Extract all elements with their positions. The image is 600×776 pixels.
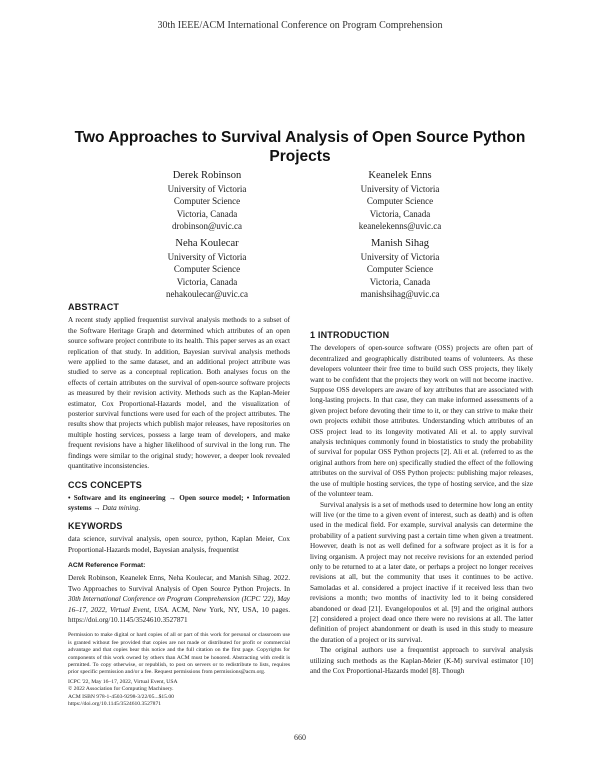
right-column: [310, 304, 533, 676]
reference-format-text: [68, 573, 290, 625]
author-name: Derek Robinson: [172, 170, 242, 181]
author-email[interactable]: nehakoulecar@uvic.ca: [166, 289, 248, 300]
author-affiliation: University of Victoria: [360, 251, 440, 262]
abstract-heading: ABSTRACT: [68, 302, 120, 312]
author-name: Manish Sihag: [370, 238, 430, 249]
reference-authors: Derek Robinson, Keanelek Enns, Neha Koulecar, and Manish Sihag. 2022. Two Approaches to Survival Analysis of Open Source Python Projects. In: [68, 574, 290, 593]
isbn-line: ACM ISBN 978-1-4503-9298-3/22/05...$15.00: [68, 693, 174, 700]
reference-tail: ACM, New York, NY, USA, 10 pages. https://doi.org/10.1145/3524610.3527871: [68, 605, 290, 624]
reference-format-spill: [310, 304, 533, 330]
author-block: [97, 170, 317, 233]
author-department: Computer Science: [366, 196, 434, 207]
author-name: Keanelek Enns: [368, 170, 432, 181]
conference-header: 30th IEEE/ACM International Conference on Program Comprehension: [157, 20, 443, 31]
author-name: Neha Koulecar: [175, 238, 239, 249]
author-location: Victoria, Canada: [176, 276, 238, 287]
keywords-heading: KEYWORDS: [68, 520, 123, 531]
author-block: [97, 238, 317, 301]
author-email[interactable]: keanelekenns@uvic.ca: [358, 221, 442, 232]
ccs-secondary: • Information systems →: [68, 493, 290, 513]
author-block: [290, 238, 510, 301]
author-location: Victoria, Canada: [369, 208, 431, 219]
author-location: Victoria, Canada: [369, 276, 431, 287]
ccs-leaf: Data mining.: [102, 504, 141, 513]
intro-paragraph: Survival analysis is a set of methods used to determine how long an entity will live (or the time to a given event of interest, such as death) and is often used in the medical field. For example, survival analysis can determine the probability of a patient surviving past a certain time when given a treatment. However, death is not as well defined for a software project as it is for a living organism. A project may not receive revisions for an extended period only to be returned to at a later date, or perhaps a project no longer receives revisions at all, but the community that uses it continues to be active. Samoladas et al. considered a project inactive if it received less than two revisions a month; two months of inactivity led to it being considered abandoned or dead [21]. Evangelopoulos et al. [9] and the original authors [2] considered a project dead once there were no revisions at all. The latter definition of project abandonment or death is used in this study to measure the duration of a project or its survival.: [310, 500, 533, 644]
page-number: 660: [294, 733, 306, 742]
introduction-heading: 1 INTRODUCTION: [310, 330, 390, 340]
author-department: Computer Science: [173, 264, 241, 275]
intro-paragraph: The original authors use a frequentist approach to survival analysis utilizing such methods as the Kaplan-Meier (K-M) survival estimator [10] and the Cox Proportional-Hazards model [8]. Though: [310, 646, 533, 675]
abstract-text: A recent study applied frequentist survival analysis methods to a subset of the Software Heritage Graph and determined which attributes of an open source software project contribute to its health. This paper serves as an exact replication of that study. In addition, Bayesian survival analysis methods were applied to the same dataset, and an additional project attribute was studied to serve as a conceptual replication. Both analyses focus on the effects of certain attributes on the survival of open-source software projects as measured by their revision activity. Methods such as the Kaplan-Meier estimator, Cox Proportional-Hazards model, and the visualization of posterior survival functions were used for each of the project attributes. The results show that projects which publish major releases, have repositories on multiple hosting services, possess a large team of developers, and make frequent revisions have a higher likelihood of survival in the long run. The findings were similar to the original study; however, a deeper look revealed quantitative inconsistencies.: [68, 316, 290, 471]
ccs-concepts: [68, 493, 290, 514]
doi-link[interactable]: https://doi.org/10.1145/3524610.3527871: [68, 701, 162, 708]
reference-format-heading: ACM Reference Format:: [68, 561, 146, 569]
reference-venue: 30th International Conference on Program Comprehension (ICPC '22), May 16–17, 2022, Virtual Event, USA.: [68, 595, 290, 614]
author-department: Computer Science: [173, 196, 241, 207]
author-block: [290, 170, 510, 233]
publication-venue: ICPC '22, May 16–17, 2022, Virtual Event, USA: [68, 678, 178, 685]
author-affiliation: University of Victoria: [167, 183, 247, 194]
intro-paragraph: The developers of open-source software (OSS) projects are often part of decentralized and geographically distributed teams of volunteers. As these developers volunteer their free time to build such OSS projects, they likely want to be confident that the projects they work on will not become inactive. Suppose OSS developers are aware of key attributes that are associated with long-lasting projects. In that case, they can make informed assessments of a given project before devoting their time to it, or they can strive to make their own projects exhibit those attributes. Understanding which attributes of an OSS project lead to its longevity motivated Ali et al. to apply survival analysis techniques commonly found in biostatistics to study the probability of survival for popular OSS Python projects [2]. Ali et al. (referred to as the original authors from here on) specifically studied the effect of the following attributes on the survival of OSS Python projects: publishing major releases, the use of multiple hosting services, the type of hosting service, and the size of the volunteer team.: [310, 344, 533, 499]
author-email[interactable]: drobinson@uvic.ca: [171, 221, 243, 232]
paper-title: Two Approaches to Survival Analysis of Open Source Python Projects: [74, 129, 526, 165]
author-affiliation: University of Victoria: [167, 251, 247, 262]
author-location: Victoria, Canada: [176, 208, 238, 219]
keywords-text: data science, survival analysis, open source, python, Kaplan Meier, Cox Proportional-Hazards model, Bayesian analysis, frequentist: [68, 535, 290, 554]
ccs-primary: • Software and its engineering → Open source model;: [68, 493, 244, 502]
copyright-line: © 2022 Association for Computing Machinery.: [68, 686, 174, 693]
publication-info: [68, 679, 290, 709]
author-department: Computer Science: [366, 264, 434, 275]
left-column: [68, 302, 290, 708]
ccs-heading: CCS CONCEPTS: [68, 479, 142, 490]
permission-notice: Permission to make digital or hard copies of all or part of this work for personal or classroom use is granted without fee provided that copies are not made or distributed for profit or commercial advantage and that copies bear this notice and the full citation on the first page. Copyrights for components of this work owned by others than ACM must be honored. Abstracting with credit is permitted. To copy otherwise, or republish, to post on servers or to redistribute to lists, requires prior specific permission and/or a fee. Request permissions from permissions@acm.org.: [68, 632, 290, 676]
author-affiliation: University of Victoria: [360, 183, 440, 194]
author-email[interactable]: manishsihag@uvic.ca: [360, 289, 440, 300]
